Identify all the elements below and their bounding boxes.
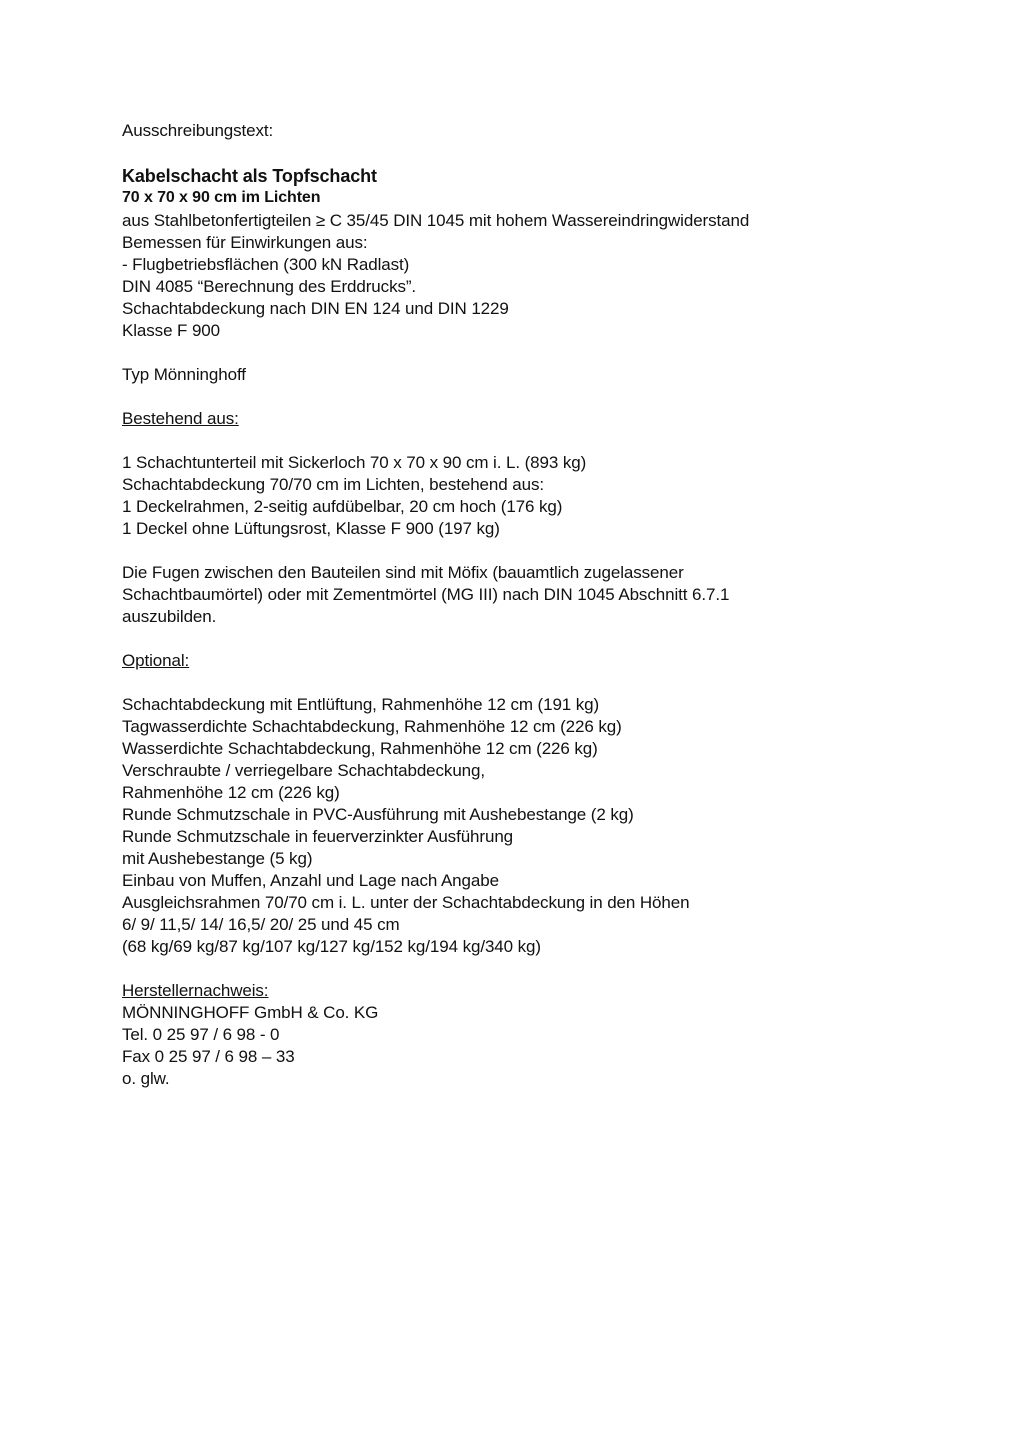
spacer — [122, 672, 922, 694]
manufacturer-name: MÖNNINGHOFF GmbH & Co. KG — [122, 1003, 379, 1022]
spec-line: aus Stahlbetonfertigteilen ≥ C 35/45 DIN 1045 mit hohem Wassereindringwiderstand — [122, 211, 750, 230]
spec-line: Schachtabdeckung nach DIN EN 124 und DIN 1229 — [122, 299, 509, 318]
joints-line: Die Fugen zwischen den Bauteilen sind mit Möfix (bauamtlich zugelassener — [122, 563, 684, 582]
spacer — [122, 342, 922, 364]
optional-line: (68 kg/69 kg/87 kg/107 kg/127 kg/152 kg/194 kg/340 kg) — [122, 937, 541, 956]
manufacturer-equivalent: o. glw. — [122, 1069, 170, 1088]
component-line: 1 Deckelrahmen, 2-seitig aufdübelbar, 20 cm hoch (176 kg) — [122, 497, 563, 516]
manufacturer-fax: Fax 0 25 97 / 6 98 – 33 — [122, 1047, 295, 1066]
optional-line: Runde Schmutzschale in PVC-Ausführung mit Aushebestange (2 kg) — [122, 805, 634, 824]
spec-line: - Flugbetriebsflächen (300 kN Radlast) — [122, 255, 410, 274]
product-dimensions: 70 x 70 x 90 cm im Lichten — [122, 189, 321, 206]
spacer — [122, 958, 922, 980]
spacer — [122, 430, 922, 452]
spec-line: Bemessen für Einwirkungen aus: — [122, 233, 368, 252]
product-type: Typ Mönninghoff — [122, 365, 246, 384]
spec-line: Klasse F 900 — [122, 321, 221, 340]
manufacturer-heading: Herstellernachweis: — [122, 981, 269, 1000]
manufacturer-phone: Tel. 0 25 97 / 6 98 - 0 — [122, 1025, 280, 1044]
optional-line: Verschraubte / verriegelbare Schachtabdeckung, — [122, 761, 486, 780]
joints-line: Schachtbaumörtel) oder mit Zementmörtel (MG III) nach DIN 1045 Abschnitt 6.7.1 — [122, 585, 730, 604]
components-heading: Bestehend aus: — [122, 409, 239, 428]
spec-line: DIN 4085 “Berechnung des Erddrucks”. — [122, 277, 417, 296]
intro-label: Ausschreibungstext: — [122, 121, 274, 140]
optional-line: Wasserdichte Schachtabdeckung, Rahmenhöhe 12 cm (226 kg) — [122, 739, 598, 758]
optional-heading: Optional: — [122, 651, 190, 670]
optional-line: Tagwasserdichte Schachtabdeckung, Rahmenhöhe 12 cm (226 kg) — [122, 717, 622, 736]
joints-line: auszubilden. — [122, 607, 217, 626]
optional-line: Einbau von Muffen, Anzahl und Lage nach Angabe — [122, 871, 499, 890]
optional-line: 6/ 9/ 11,5/ 14/ 16,5/ 20/ 25 und 45 cm — [122, 915, 400, 934]
spacer — [122, 142, 922, 164]
optional-line: mit Aushebestange (5 kg) — [122, 849, 313, 868]
spacer — [122, 628, 922, 650]
component-line: Schachtabdeckung 70/70 cm im Lichten, bestehend aus: — [122, 475, 544, 494]
optional-line: Rahmenhöhe 12 cm (226 kg) — [122, 783, 340, 802]
optional-line: Runde Schmutzschale in feuerverzinkter Ausführung — [122, 827, 514, 846]
optional-line: Schachtabdeckung mit Entlüftung, Rahmenhöhe 12 cm (191 kg) — [122, 695, 600, 714]
optional-line: Ausgleichsrahmen 70/70 cm i. L. unter der Schachtabdeckung in den Höhen — [122, 893, 690, 912]
spacer — [122, 540, 922, 562]
spacer — [122, 386, 922, 408]
component-line: 1 Schachtunterteil mit Sickerloch 70 x 70 x 90 cm i. L. (893 kg) — [122, 453, 587, 472]
component-line: 1 Deckel ohne Lüftungsrost, Klasse F 900 (197 kg) — [122, 519, 500, 538]
document-page — [122, 120, 922, 1090]
product-title: Kabelschacht als Topfschacht — [122, 166, 377, 186]
